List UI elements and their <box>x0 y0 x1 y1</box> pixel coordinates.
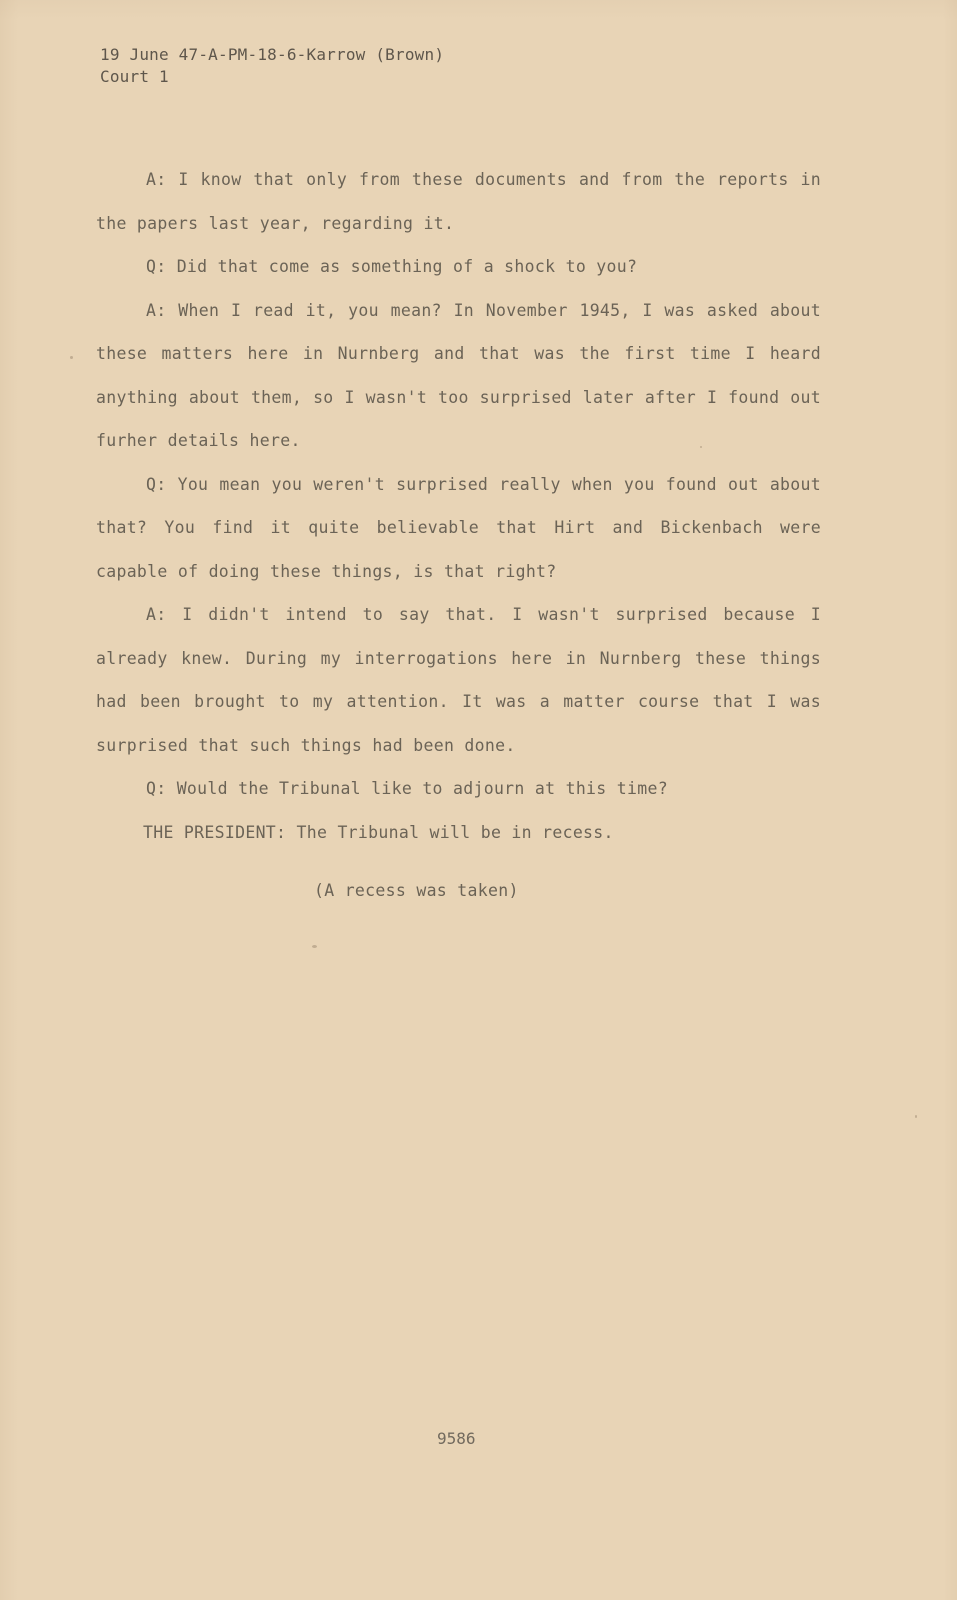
paper-speck <box>915 1115 917 1118</box>
header-session-line: 19 June 47-A-PM-18-6-Karrow (Brown) <box>100 45 445 64</box>
header-court-line: Court 1 <box>100 67 169 86</box>
president-statement: THE PRESIDENT: The Tribunal will be in recess. <box>143 822 614 842</box>
transcript-paragraph: A: I know that only from these documents and from the reports in the papers last year, regarding it. <box>96 170 821 233</box>
transcript-paragraph: Q: You mean you weren't surprised really when you found out about that? You find it quite believable that Hirt and Bickenbach were capable of doing these things, is that right? <box>96 474 821 581</box>
document-header <box>100 44 444 88</box>
transcript-body <box>96 158 821 854</box>
transcript-paragraph: A: I didn't intend to say that. I wasn't surprised because I already knew. During my interrogations here in Nurnberg these things had been brought to my attention. It was a matter course that I was surprised that such things had been done. <box>96 605 821 755</box>
paper-speck <box>70 356 73 359</box>
paper-speck <box>312 945 317 948</box>
transcript-paragraph: Q: Did that come as something of a shock to you? <box>146 257 638 276</box>
recess-note: (A recess was taken) <box>314 881 519 900</box>
page-number: 9586 <box>437 1429 476 1448</box>
transcript-paragraph: Q: Would the Tribunal like to adjourn at this time? <box>146 779 668 798</box>
transcript-paragraph: A: When I read it, you mean? In November 1945, I was asked about these matters here in Nurnberg and that was the first time I heard anything about them, so I wasn't too surprised later after I found out furher details here. <box>96 300 821 450</box>
paper-speck <box>700 446 702 448</box>
